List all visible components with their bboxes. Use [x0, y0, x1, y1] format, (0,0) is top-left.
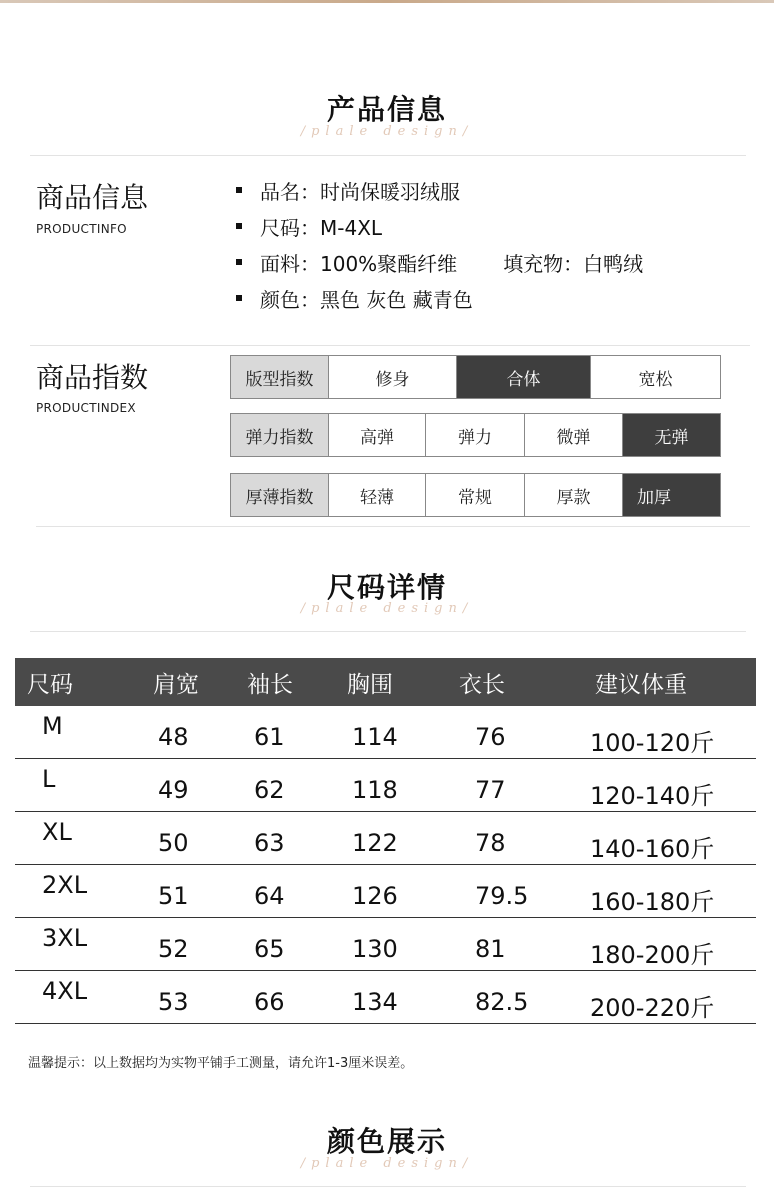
section-tagline: /plale design/ — [300, 1156, 474, 1171]
divider — [30, 155, 746, 156]
table-cell: 118 — [352, 776, 398, 804]
measurement-note: 温馨提示：以上数据均为实物平铺手工测量，请允许1-3厘米误差。 — [28, 1056, 414, 1071]
table-cell: 2XL — [42, 871, 88, 899]
table-cell: 77 — [475, 776, 506, 804]
table-cell: 120-140斤 — [590, 782, 715, 810]
product-info-list — [236, 172, 756, 316]
index-option: 高弹 — [329, 414, 426, 456]
table-cell: 65 — [254, 935, 285, 963]
index-option: 弹力 — [426, 414, 525, 456]
index-option: 修身 — [329, 356, 457, 398]
table-cell: 82.5 — [475, 988, 529, 1016]
table-cell: 122 — [352, 829, 398, 857]
size-table-header — [15, 658, 756, 706]
index-row-fit — [230, 355, 721, 399]
section-title-product-info: 产品信息 — [326, 93, 447, 126]
table-cell: 81 — [475, 935, 506, 963]
info-item — [236, 244, 756, 280]
table-row — [15, 812, 756, 865]
index-option: 微弹 — [525, 414, 623, 456]
table-cell: 114 — [352, 723, 398, 751]
table-cell: 76 — [475, 723, 506, 751]
table-cell: 64 — [254, 882, 285, 910]
table-cell: 126 — [352, 882, 398, 910]
index-label: 版型指数 — [231, 356, 329, 398]
bullet-icon — [236, 187, 242, 193]
table-cell: 62 — [254, 776, 285, 804]
table-cell: 51 — [158, 882, 189, 910]
table-cell: 61 — [254, 723, 285, 751]
index-label: 厚薄指数 — [231, 474, 329, 516]
section-title-colors: 颜色展示 — [326, 1125, 447, 1158]
product-index-subtitle: PRODUCTINDEX — [36, 401, 136, 415]
table-cell: 78 — [475, 829, 506, 857]
table-cell: 3XL — [42, 924, 88, 952]
top-accent-line — [0, 0, 774, 3]
table-cell: L — [42, 765, 56, 793]
table-cell: 48 — [158, 723, 189, 751]
table-cell: M — [42, 712, 63, 740]
table-cell: 4XL — [42, 977, 88, 1005]
index-option: 常规 — [426, 474, 525, 516]
info-item-filling: 填充物：白鸭绒 — [503, 251, 644, 276]
header-cell: 建议体重 — [595, 671, 687, 698]
table-cell: 53 — [158, 988, 189, 1016]
size-table — [15, 658, 756, 1024]
table-cell: 100-120斤 — [590, 729, 715, 757]
info-item-fabric: 面料：100%聚酯纤维 — [260, 251, 458, 276]
info-item-name: 品名：时尚保暖羽绒服 — [260, 179, 460, 204]
index-option: 厚款 — [525, 474, 623, 516]
index-option-selected: 合体 — [457, 356, 591, 398]
table-row — [15, 971, 756, 1024]
header-cell: 袖长 — [247, 671, 293, 698]
table-cell: 140-160斤 — [590, 835, 715, 863]
divider — [30, 1186, 746, 1187]
table-row — [15, 759, 756, 812]
header-cell: 尺码 — [27, 671, 73, 698]
index-option: 宽松 — [591, 356, 720, 398]
info-item-colors: 颜色：黑色 灰色 藏青色 — [260, 287, 473, 312]
index-label: 弹力指数 — [231, 414, 329, 456]
bullet-icon — [236, 223, 242, 229]
info-item — [236, 208, 756, 244]
section-tagline: /plale design/ — [300, 124, 474, 139]
divider — [30, 345, 750, 346]
table-cell: 160-180斤 — [590, 888, 715, 916]
info-item — [236, 280, 756, 316]
table-cell: 63 — [254, 829, 285, 857]
divider — [30, 631, 746, 632]
table-cell: 52 — [158, 935, 189, 963]
info-item — [236, 172, 756, 208]
table-row — [15, 865, 756, 918]
section-tagline: /plale design/ — [300, 601, 474, 616]
table-cell: 200-220斤 — [590, 994, 715, 1022]
table-cell: 134 — [352, 988, 398, 1016]
index-option-selected: 无弹 — [623, 414, 720, 456]
table-cell: 49 — [158, 776, 189, 804]
product-info-title: 商品信息 — [36, 181, 149, 214]
section-title-size-detail: 尺码详情 — [326, 571, 447, 604]
bullet-icon — [236, 259, 242, 265]
index-row-elasticity — [230, 413, 721, 457]
table-cell: 130 — [352, 935, 398, 963]
header-cell: 衣长 — [459, 671, 505, 698]
product-index-title: 商品指数 — [36, 361, 149, 394]
index-option-selected: 加厚 — [623, 474, 720, 516]
table-cell: 180-200斤 — [590, 941, 715, 969]
table-row — [15, 706, 756, 759]
table-cell: 79.5 — [475, 882, 529, 910]
index-row-thickness — [230, 473, 721, 517]
header-cell: 胸围 — [347, 671, 393, 698]
table-cell: XL — [42, 818, 72, 846]
bullet-icon — [236, 295, 242, 301]
header-cell: 肩宽 — [153, 671, 199, 698]
table-cell: 66 — [254, 988, 285, 1016]
index-option: 轻薄 — [329, 474, 426, 516]
info-item-size: 尺码：M-4XL — [260, 215, 383, 240]
table-row — [15, 918, 756, 971]
divider — [36, 526, 750, 527]
table-cell: 50 — [158, 829, 189, 857]
product-info-subtitle: PRODUCTINFO — [36, 222, 127, 236]
